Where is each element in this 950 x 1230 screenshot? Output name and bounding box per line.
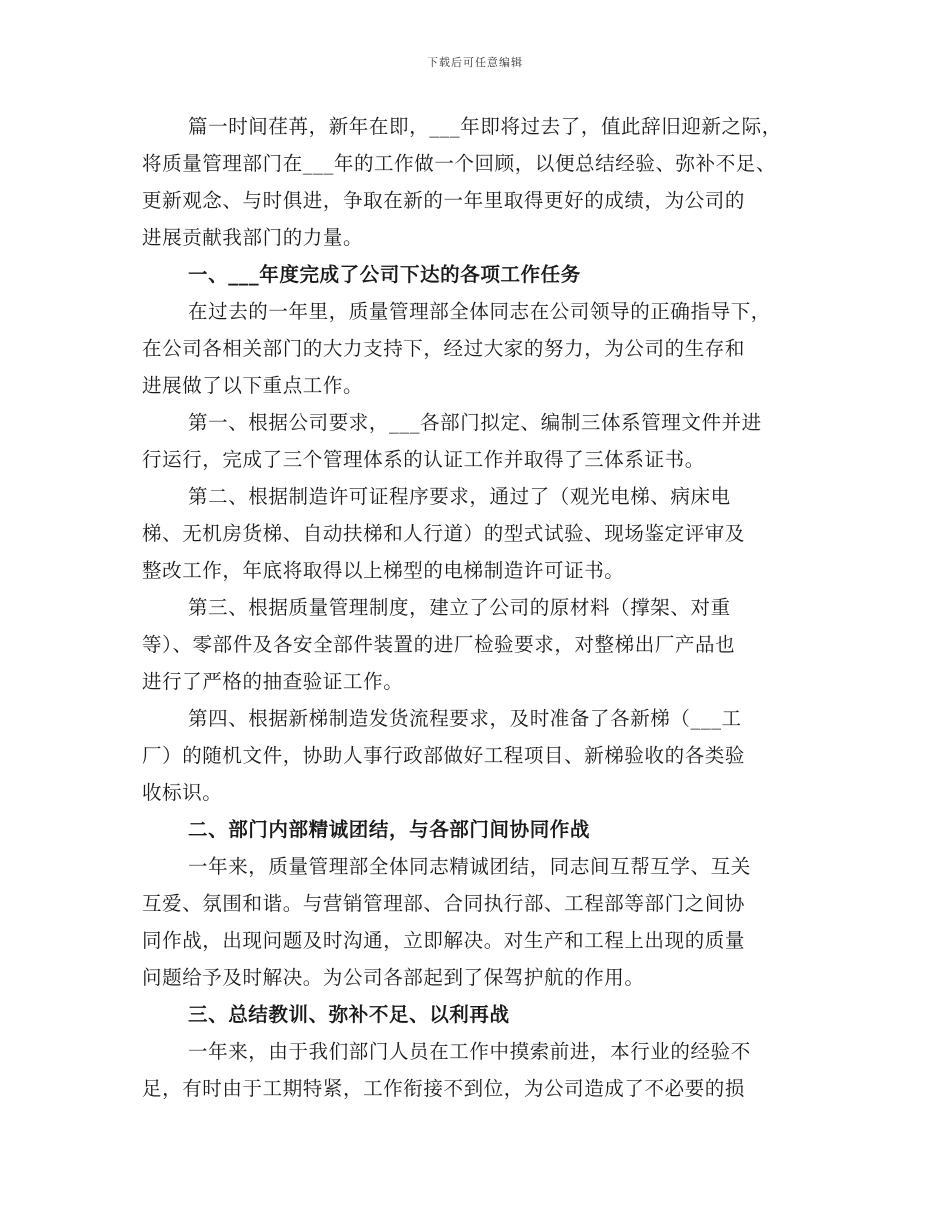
paragraph-line: 一年来，由于我们部门人员在工作中摸索前进，本行业的经验不 xyxy=(188,1040,751,1063)
paragraph-line: 更新观念、与时俱进，争取在新的一年里取得更好的成绩，为公司的 xyxy=(142,189,746,212)
paragraph-line: 足，有时由于工期特紧，工作衔接不到位，为公司造成了不必要的损 xyxy=(142,1077,746,1100)
paragraph-line: 整改工作，年底将取得以上梯型的电梯制造许可证书。 xyxy=(142,559,625,582)
document-body xyxy=(142,108,822,1107)
paragraph-line: 第四、根据新梯制造发货流程要求，及时准备了各新梯（___工 xyxy=(188,707,742,730)
paragraph-line: 第一、根据公司要求，___各部门拟定、编制三体系管理文件并进 xyxy=(188,411,762,434)
paragraph-line: 梯、无机房货梯、自动扶梯和人行道）的型式试验、现场鉴定评审及 xyxy=(142,522,746,545)
paragraph-line: 第三、根据质量管理制度，建立了公司的原材料（撑架、对重 xyxy=(188,596,731,619)
paragraph-line: 收标识。 xyxy=(142,781,223,804)
section-heading: 三、总结教训、弥补不足、以利再战 xyxy=(188,1003,510,1026)
paragraph-line: 在公司各相关部门的大力支持下，经过大家的努力，为公司的生存和 xyxy=(142,337,746,360)
paragraph-line: 互爱、氛围和谐。与营销管理部、合同执行部、工程部等部门之间协 xyxy=(142,892,746,915)
paragraph-line: 问题给予及时解决。为公司各部起到了保驾护航的作用。 xyxy=(142,966,645,989)
section-heading: 一、___年度完成了公司下达的各项工作任务 xyxy=(188,263,581,286)
paragraph-line: 同作战，出现问题及时沟通，立即解决。对生产和工程上出现的质量 xyxy=(142,929,746,952)
paragraph-line: 篇一时间荏苒，新年在即，___年即将过去了，值此辞旧迎新之际， xyxy=(188,115,782,138)
paragraph-line: 等）、零部件及各安全部件装置的进厂检验要求，对整梯出厂产品也 xyxy=(142,633,736,656)
paragraph-line: 厂）的随机文件，协助人事行政部做好工程项目、新梯验收的各类验 xyxy=(142,744,746,767)
paragraph-line: 在过去的一年里，质量管理部全体同志在公司领导的正确指导下， xyxy=(188,300,771,323)
page-header: 下载后可任意编辑 xyxy=(427,56,523,69)
paragraph-line: 进展贡献我部门的力量。 xyxy=(142,226,364,249)
paragraph-line: 进行了严格的抽查验证工作。 xyxy=(142,670,404,693)
paragraph-line: 将质量管理部门在___年的工作做一个回顾，以便总结经验、弥补不足、 xyxy=(142,152,777,175)
paragraph-line: 第二、根据制造许可证程序要求，通过了（观光电梯、病床电 xyxy=(188,485,731,508)
section-heading: 二、部门内部精诚团结，与各部门间协同作战 xyxy=(188,818,591,841)
paragraph-line: 行运行，完成了三个管理体系的认证工作并取得了三体系证书。 xyxy=(142,448,705,471)
paragraph-line: 一年来，质量管理部全体同志精诚团结，同志间互帮互学、互关 xyxy=(188,855,751,878)
paragraph-line: 进展做了以下重点工作。 xyxy=(142,374,364,397)
